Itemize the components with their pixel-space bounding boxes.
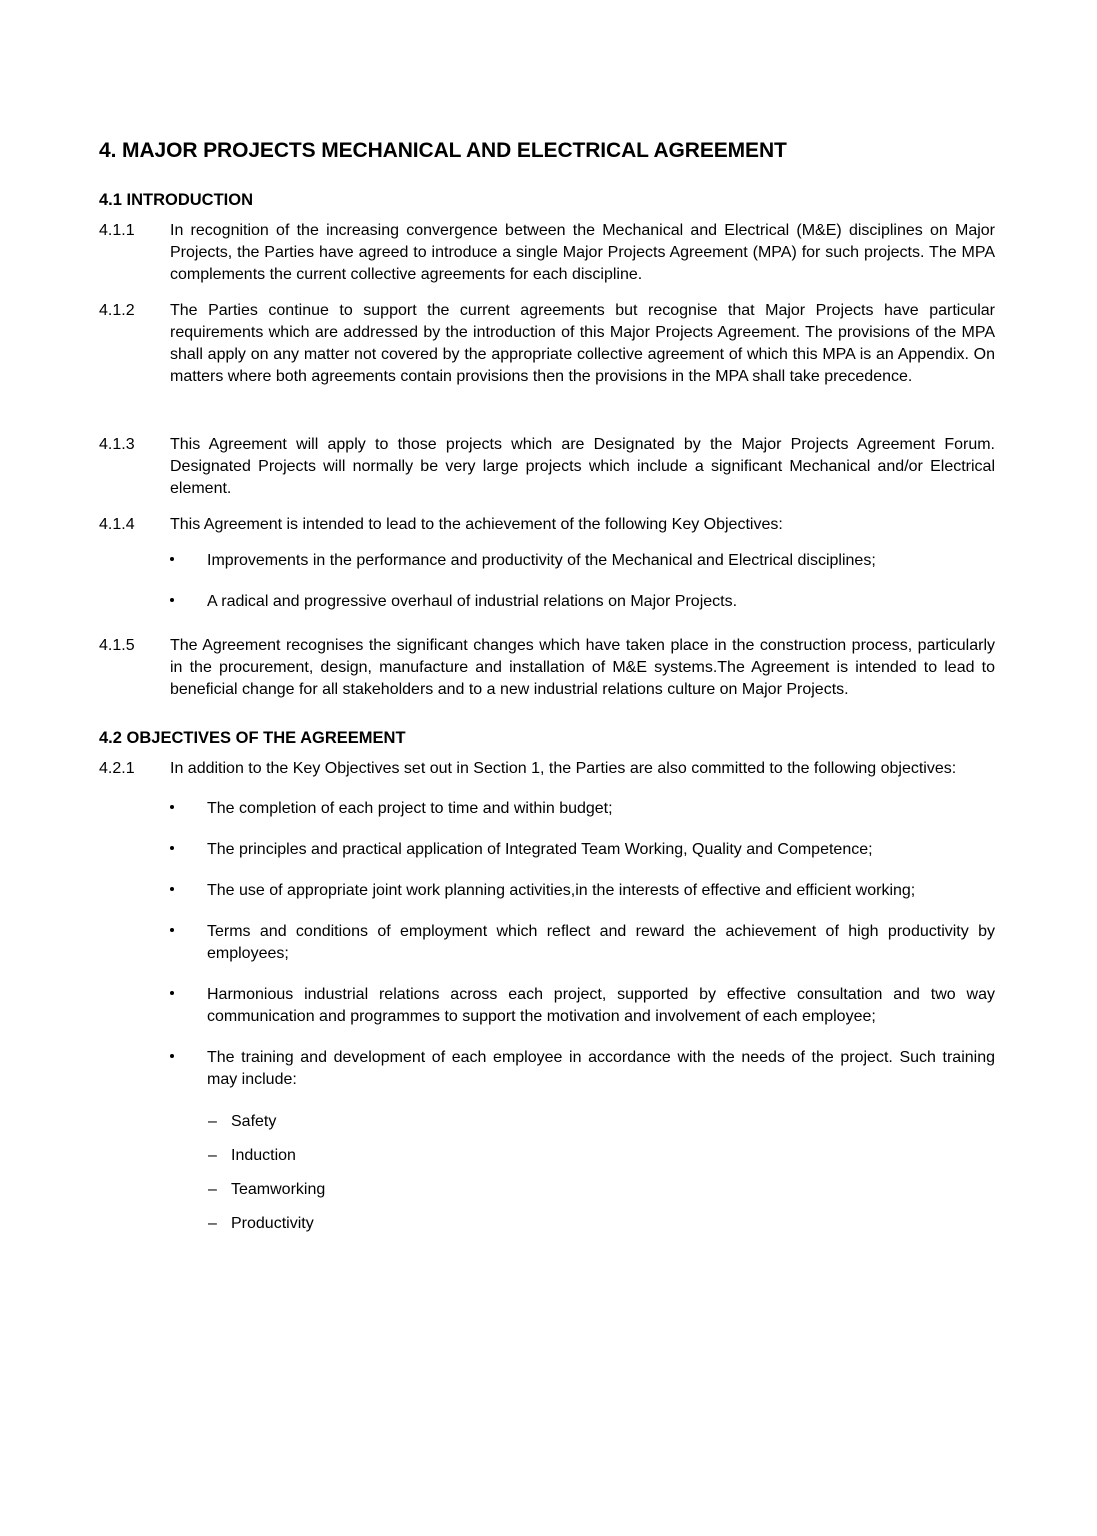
dash-icon: –	[208, 1215, 217, 1232]
bullet-icon	[170, 921, 207, 943]
clause-4-1-4	[99, 514, 995, 536]
list-item-label: Teamworking	[231, 1181, 326, 1198]
bullet-icon	[170, 839, 207, 861]
list-item-label: Terms and conditions of employment which reflect and reward the achievement of high productivity by employees;	[207, 923, 995, 962]
bullet-icon	[170, 880, 207, 902]
bullet-icon	[170, 550, 207, 572]
clause-text: In recognition of the increasing convergence between the Mechanical and Electrical (M&E) disciplines on Major Projects, the Parties have agreed to introduce a single Major Projects Agreement (MPA) for such projects. The MPA complements the current collective agreements for each discipline.	[170, 222, 995, 283]
list-item	[99, 1145, 995, 1167]
clause-text: This Agreement is intended to lead to the achievement of the following Key Objectives:	[170, 516, 783, 533]
clause-4-1-1	[99, 220, 995, 286]
clause-4-1-3	[99, 434, 995, 500]
clause-4-1-5	[99, 635, 995, 701]
list-item	[99, 839, 995, 861]
list-item-label: The completion of each project to time and within budget;	[207, 800, 613, 817]
clause-number: 4.1.3	[99, 436, 135, 453]
list-item	[99, 921, 995, 965]
bullet-icon	[170, 1047, 207, 1069]
list-item	[99, 880, 995, 902]
clause-number: 4.2.1	[99, 760, 135, 777]
list-item	[99, 1047, 995, 1091]
bullet-icon	[170, 984, 207, 1006]
list-item-label: Harmonious industrial relations across each project, supported by effective consultation and two way communication and programmes to support the motivation and involvement of each employee;	[207, 986, 995, 1025]
clause-number: 4.1.2	[99, 302, 135, 319]
list-item	[99, 798, 995, 820]
dash-icon: –	[208, 1147, 217, 1164]
list-item	[99, 591, 995, 613]
list-item-label: Productivity	[231, 1215, 314, 1232]
page-title: 4. MAJOR PROJECTS MECHANICAL AND ELECTRICAL AGREEMENT	[99, 139, 787, 162]
list-item	[99, 1111, 995, 1133]
clause-number: 4.1.5	[99, 637, 135, 654]
list-item	[99, 550, 995, 572]
bullet-icon	[170, 798, 207, 820]
key-objectives-list	[99, 550, 995, 613]
document-content	[99, 138, 995, 1235]
list-item-label: The use of appropriate joint work planning activities,in the interests of effective and efficient working;	[207, 882, 916, 899]
list-item	[99, 1179, 995, 1201]
list-item	[99, 1213, 995, 1235]
clause-text: The Agreement recognises the significant changes which have taken place in the construction process, particularly in the procurement, design, manufacture and installation of M&E systems.The Agreement is intended to lead to beneficial change for all stakeholders and to a new industrial relations culture on Major Projects.	[170, 637, 995, 698]
list-item-label: Improvements in the performance and productivity of the Mechanical and Electrical disciplines;	[207, 552, 876, 569]
clause-text: This Agreement will apply to those projects which are Designated by the Major Projects Agreement Forum. Designated Projects will normally be very large projects which include a significant Mechanical and/or Electrical element.	[170, 436, 995, 497]
dash-icon: –	[208, 1113, 217, 1130]
objectives-list	[99, 798, 995, 1091]
list-item-label: The principles and practical application of Integrated Team Working, Quality and Competence;	[207, 841, 873, 858]
clause-text: In addition to the Key Objectives set out in Section 1, the Parties are also committed to the following objectives:	[170, 760, 957, 777]
spacer	[99, 613, 995, 635]
training-types-list	[99, 1111, 995, 1235]
section-heading-4-2: 4.2 OBJECTIVES OF THE AGREEMENT	[99, 729, 406, 747]
clause-number: 4.1.4	[99, 516, 135, 533]
clause-4-2-1	[99, 758, 995, 780]
list-item-label: Safety	[231, 1113, 277, 1130]
dash-icon: –	[208, 1181, 217, 1198]
bullet-icon	[170, 591, 207, 613]
clause-text: The Parties continue to support the current agreements but recognise that Major Projects have particular requirements which are addressed by the introduction of this Major Projects Agreement. The provisions of the MPA shall apply on any matter not covered by the appropriate collective agreement of which this MPA is an Appendix. On matters where both agreements contain provisions then the provisions in the MPA shall take precedence.	[170, 302, 995, 385]
list-item-label: The training and development of each employee in accordance with the needs of the project. Such training may include:	[207, 1049, 995, 1088]
clause-4-1-2	[99, 300, 995, 388]
list-item	[99, 984, 995, 1028]
list-item-label: A radical and progressive overhaul of industrial relations on Major Projects.	[207, 593, 738, 610]
section-heading-4-1: 4.1 INTRODUCTION	[99, 191, 254, 209]
list-item-label: Induction	[231, 1147, 296, 1164]
clause-number: 4.1.1	[99, 222, 135, 239]
